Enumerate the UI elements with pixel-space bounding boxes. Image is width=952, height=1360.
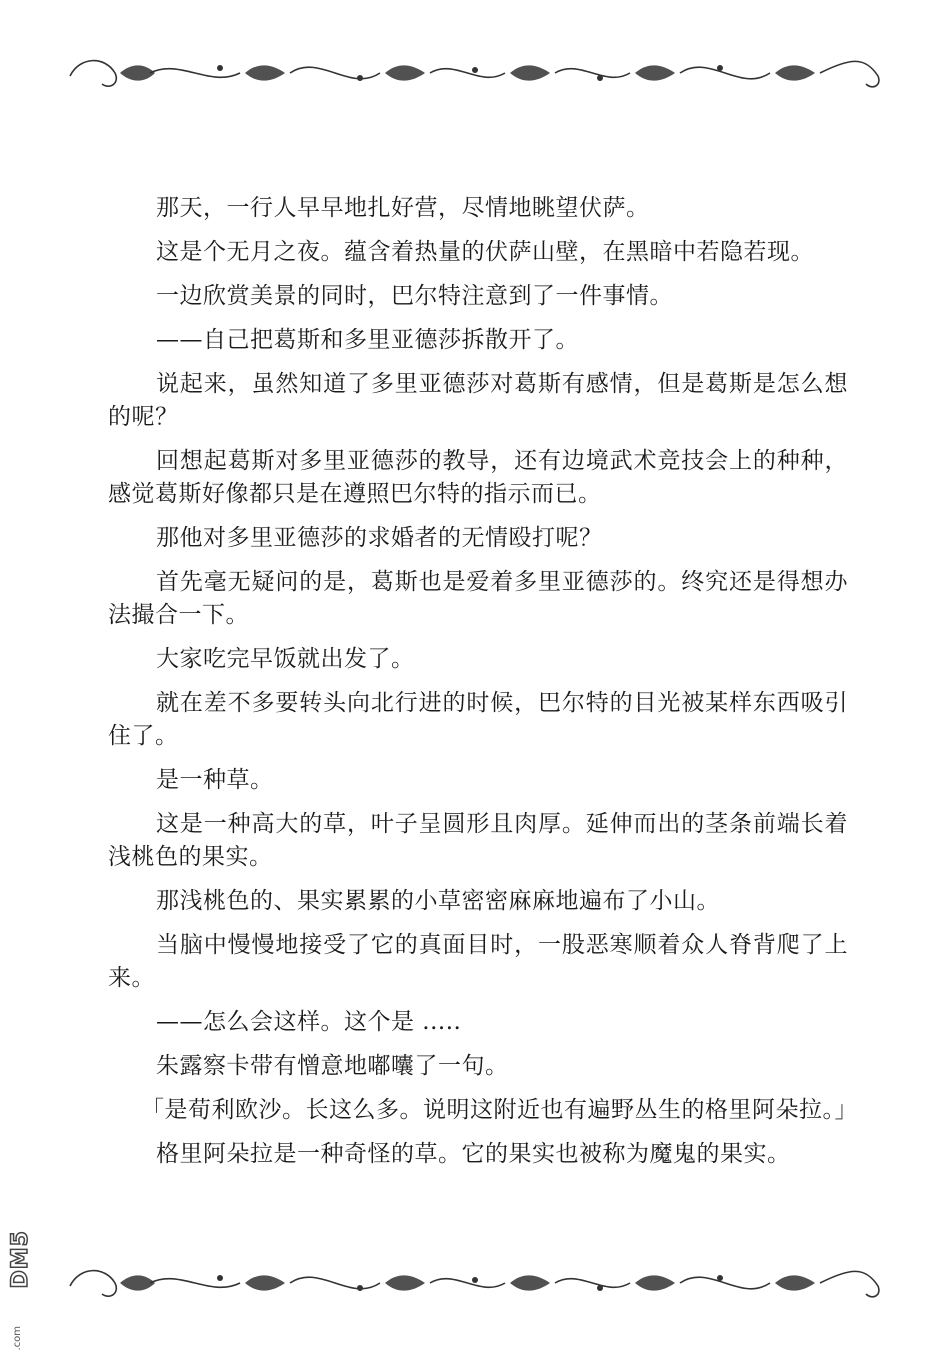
paragraph: ——怎么会这样。这个是 .....: [156, 1009, 462, 1035]
body-text: [108, 192, 858, 1182]
paragraph: 就在差不多要转头向北行进的时候，巴尔特的目光被某样东西吸引住了。: [108, 690, 848, 749]
paragraph: 回想起葛斯对多里亚德莎的教导，还有边境武术竞技会上的种种，感觉葛斯好像都只是在遵照巴尔特的指示而已。: [108, 448, 848, 507]
paragraph: 格里阿朵拉是一种奇怪的草。它的果实也被称为魔鬼的果实。: [156, 1141, 791, 1167]
paragraph: 这是一种高大的草，叶子呈圆形且肉厚。延伸而出的茎条前端长着浅桃色的果实。: [108, 811, 848, 870]
dm5-watermark: [8, 1230, 36, 1350]
top-ornament-border: [60, 48, 890, 98]
paragraph: 是一种草。: [156, 767, 274, 793]
paragraph: 大家吃完早饭就出发了。: [156, 646, 415, 672]
paragraph: 那他对多里亚德莎的求婚者的无情殴打呢？: [156, 525, 603, 551]
paragraph: ——自己把葛斯和多里亚德莎拆散开了。: [156, 327, 579, 353]
paragraph: 一边欣赏美景的同时，巴尔特注意到了一件事情。: [156, 283, 673, 309]
paragraph: 当脑中慢慢地接受了它的真面目时，一股恶寒顺着众人脊背爬了上来。: [108, 932, 848, 991]
dialogue-paragraph: 「是荀利欧沙。长这么多。说明这附近也有遍野丛生的格里阿朵拉。」: [141, 1097, 858, 1123]
paragraph: 那浅桃色的、果实累累的小草密密麻麻地遍布了小山。: [156, 888, 720, 914]
bottom-ornament-border: [60, 1258, 890, 1308]
paragraph: 那天，一行人早早地扎好营，尽情地眺望伏萨。: [156, 195, 650, 221]
paragraph: 说起来，虽然知道了多里亚德莎对葛斯有感情，但是葛斯是怎么想的呢？: [108, 371, 848, 430]
watermark-logo-text: DM5: [8, 1230, 33, 1289]
paragraph: 朱露察卡带有憎意地嘟囔了一句。: [156, 1053, 509, 1079]
watermark-domain: .com: [12, 1326, 23, 1351]
paragraph: 首先毫无疑问的是，葛斯也是爱着多里亚德莎的。终究还是得想办法撮合一下。: [108, 569, 848, 628]
paragraph: 这是个无月之夜。蕴含着热量的伏萨山壁，在黑暗中若隐若现。: [156, 239, 814, 265]
